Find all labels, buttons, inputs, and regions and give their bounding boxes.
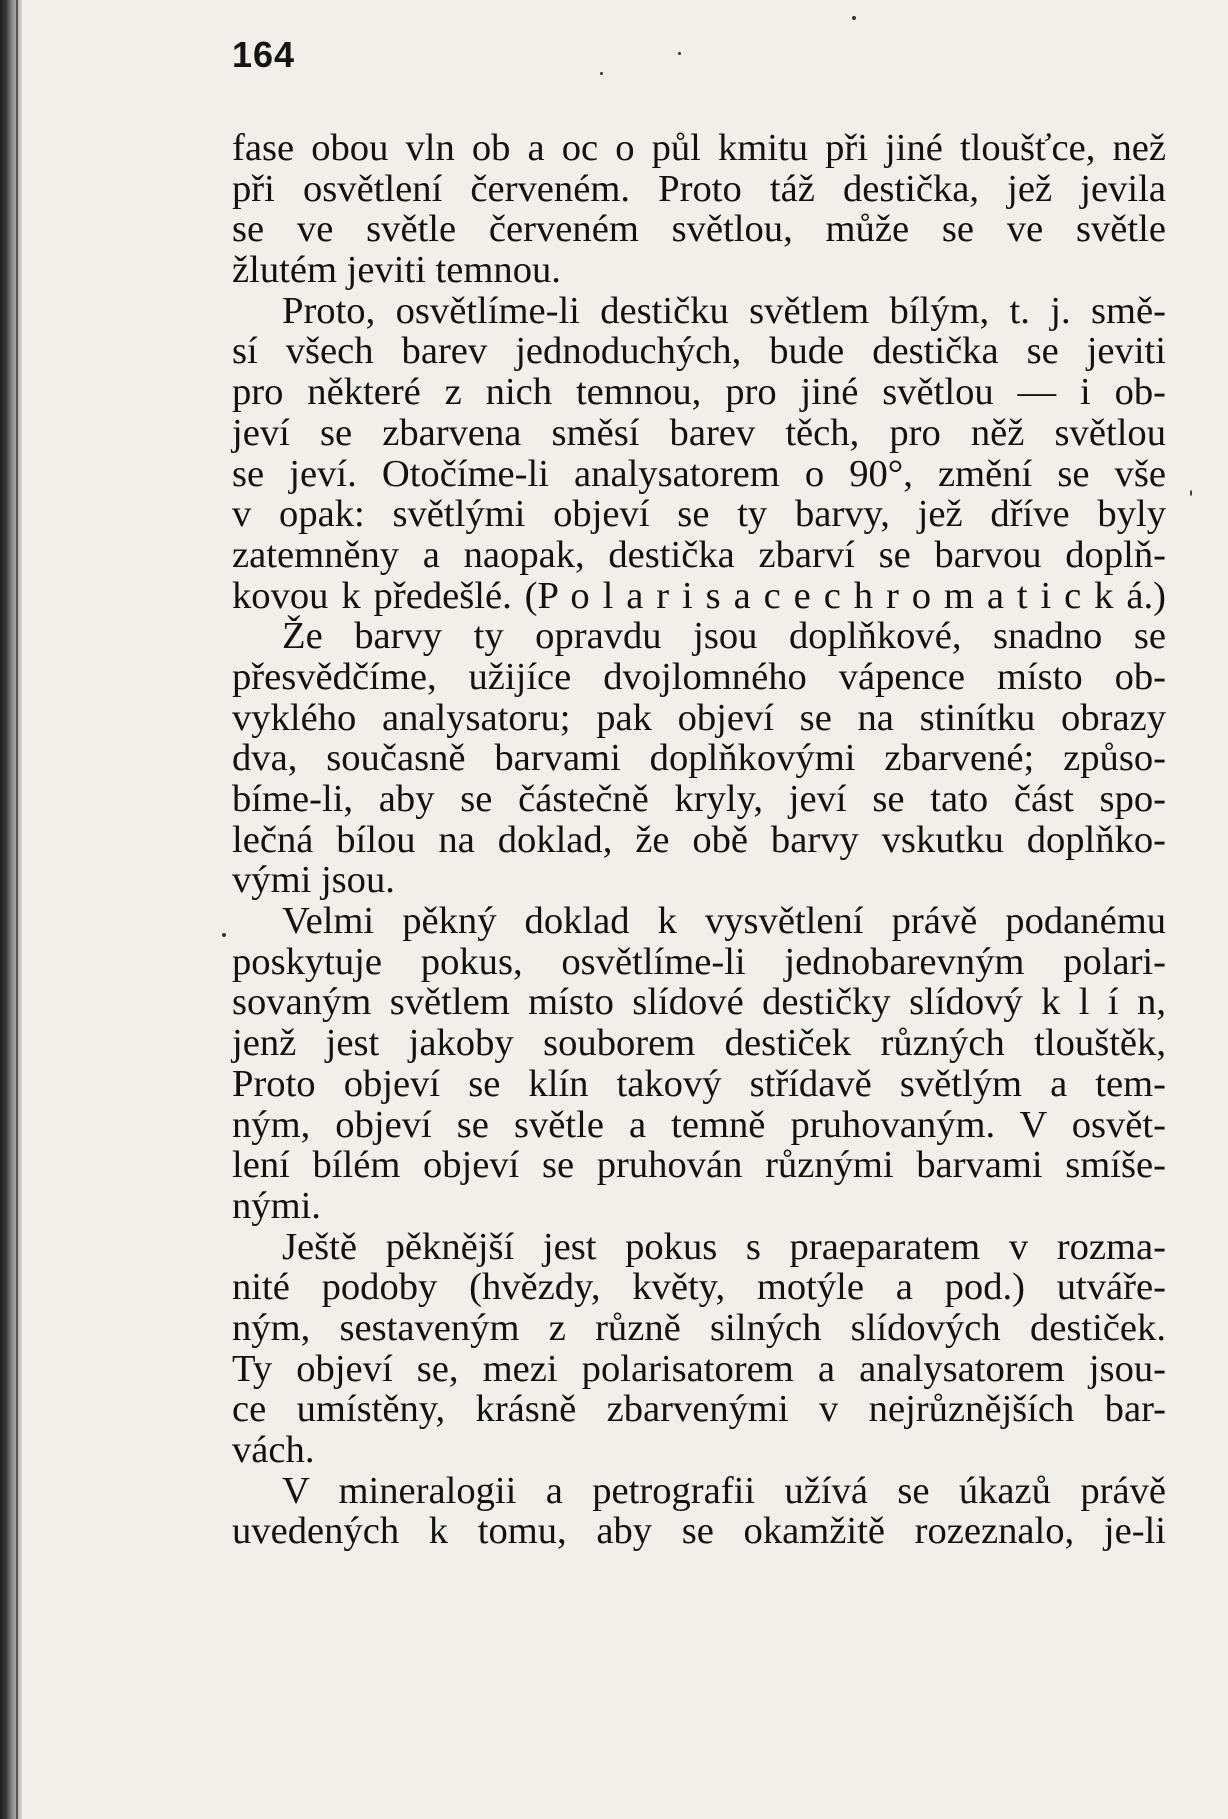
text-line: poskytuje pokus, osvětlíme-li jednobarevným polari-	[232, 940, 1166, 983]
text-line: vyklého analysatoru; pak objeví se na stinítku obrazy	[232, 696, 1166, 739]
text-line: V mineralogii a petrografii užívá se úkazů právě	[282, 1469, 1166, 1512]
text-line: Že barvy ty opravdu jsou doplňkové, snadno se	[282, 615, 1166, 658]
text-line: lení bílém objeví se pruhován různými barvami smíše-	[232, 1144, 1166, 1187]
text-line: zatemněny a naopak, destička zbarví se barvou doplň-	[232, 533, 1166, 576]
text-line: nými.	[232, 1184, 321, 1227]
text-line: Ještě pěknější jest pokus s praeparatem v rozma-	[282, 1225, 1166, 1268]
text-line: dva, současně barvami doplňkovými zbarvené; způso-	[232, 737, 1166, 780]
text-line: lečná bílou na doklad, že obě barvy vskutku doplňko-	[232, 818, 1166, 861]
text-line: se ve světle červeném světlou, může se ve světle	[232, 208, 1166, 251]
text-line: jenž jest jakoby souborem destiček různých tlouštěk,	[232, 1022, 1166, 1065]
text-line: sí všech barev jednoduchých, bude destička se jeviti	[232, 330, 1166, 373]
text-line: sovaným světlem místo slídové destičky slídový k l í n,	[232, 981, 1166, 1024]
text-line: se jeví. Otočíme-li analysatorem o 90°, změní se vše	[232, 452, 1166, 495]
print-speck	[600, 72, 603, 75]
text-line: Velmi pěkný doklad k vysvětlení právě podanému	[282, 900, 1166, 943]
text-line: ným, sestaveným z různě silných slídových destiček.	[232, 1306, 1166, 1349]
text-line: uvedených k tomu, aby se okamžitě rozeznalo, je-li	[232, 1510, 1166, 1553]
print-speck	[1190, 490, 1192, 496]
text-line: ným, objeví se světle a temně pruhovaným. V osvět-	[232, 1103, 1166, 1146]
page-number: 164	[232, 34, 296, 75]
text-line: nité podoby (hvězdy, květy, motýle a pod.) utváře-	[232, 1266, 1166, 1309]
text-line: bíme-li, aby se částečně kryly, jeví se tato část spo-	[232, 778, 1166, 820]
print-speck	[222, 933, 226, 937]
page-binding-edge	[0, 0, 22, 1819]
page-binding-line	[16, 0, 18, 1819]
text-line: Proto objeví se klín takový střídavě světlým a tem-	[232, 1062, 1166, 1105]
print-speck	[678, 52, 681, 55]
text-line: při osvětlení červeném. Proto táž destička, jež jevila	[232, 167, 1166, 210]
text-line: ce umístěny, krásně zbarvenými v nejrůznějších bar-	[232, 1388, 1166, 1431]
text-line: Ty objeví se, mezi polarisatorem a analysatorem jsou-	[232, 1347, 1166, 1390]
text-line: jeví se zbarvena směsí barev těch, pro něž světlou	[232, 411, 1166, 454]
print-speck	[852, 16, 856, 20]
text-line: v opak: světlými objeví se ty barvy, jež dříve byly	[232, 493, 1166, 536]
text-line: žlutém jeviti temnou.	[232, 249, 561, 292]
text-line: kovou k předešlé. (P o l a r i s a c e c h r o m a t i c k á.)	[232, 574, 1166, 617]
text-line: přesvědčíme, užijíce dvojlomného vápence místo ob-	[232, 655, 1166, 698]
text-line: pro některé z nich temnou, pro jiné světlou — i ob-	[232, 371, 1166, 414]
text-line: vými jsou.	[232, 859, 395, 902]
text-line: fase obou vln ob a oc o půl kmitu při jiné tloušťce, než	[232, 127, 1166, 169]
body-text	[232, 128, 1166, 1552]
text-line: vách.	[232, 1429, 315, 1471]
text-line: Proto, osvětlíme-li destičku světlem bílým, t. j. smě-	[282, 289, 1166, 332]
